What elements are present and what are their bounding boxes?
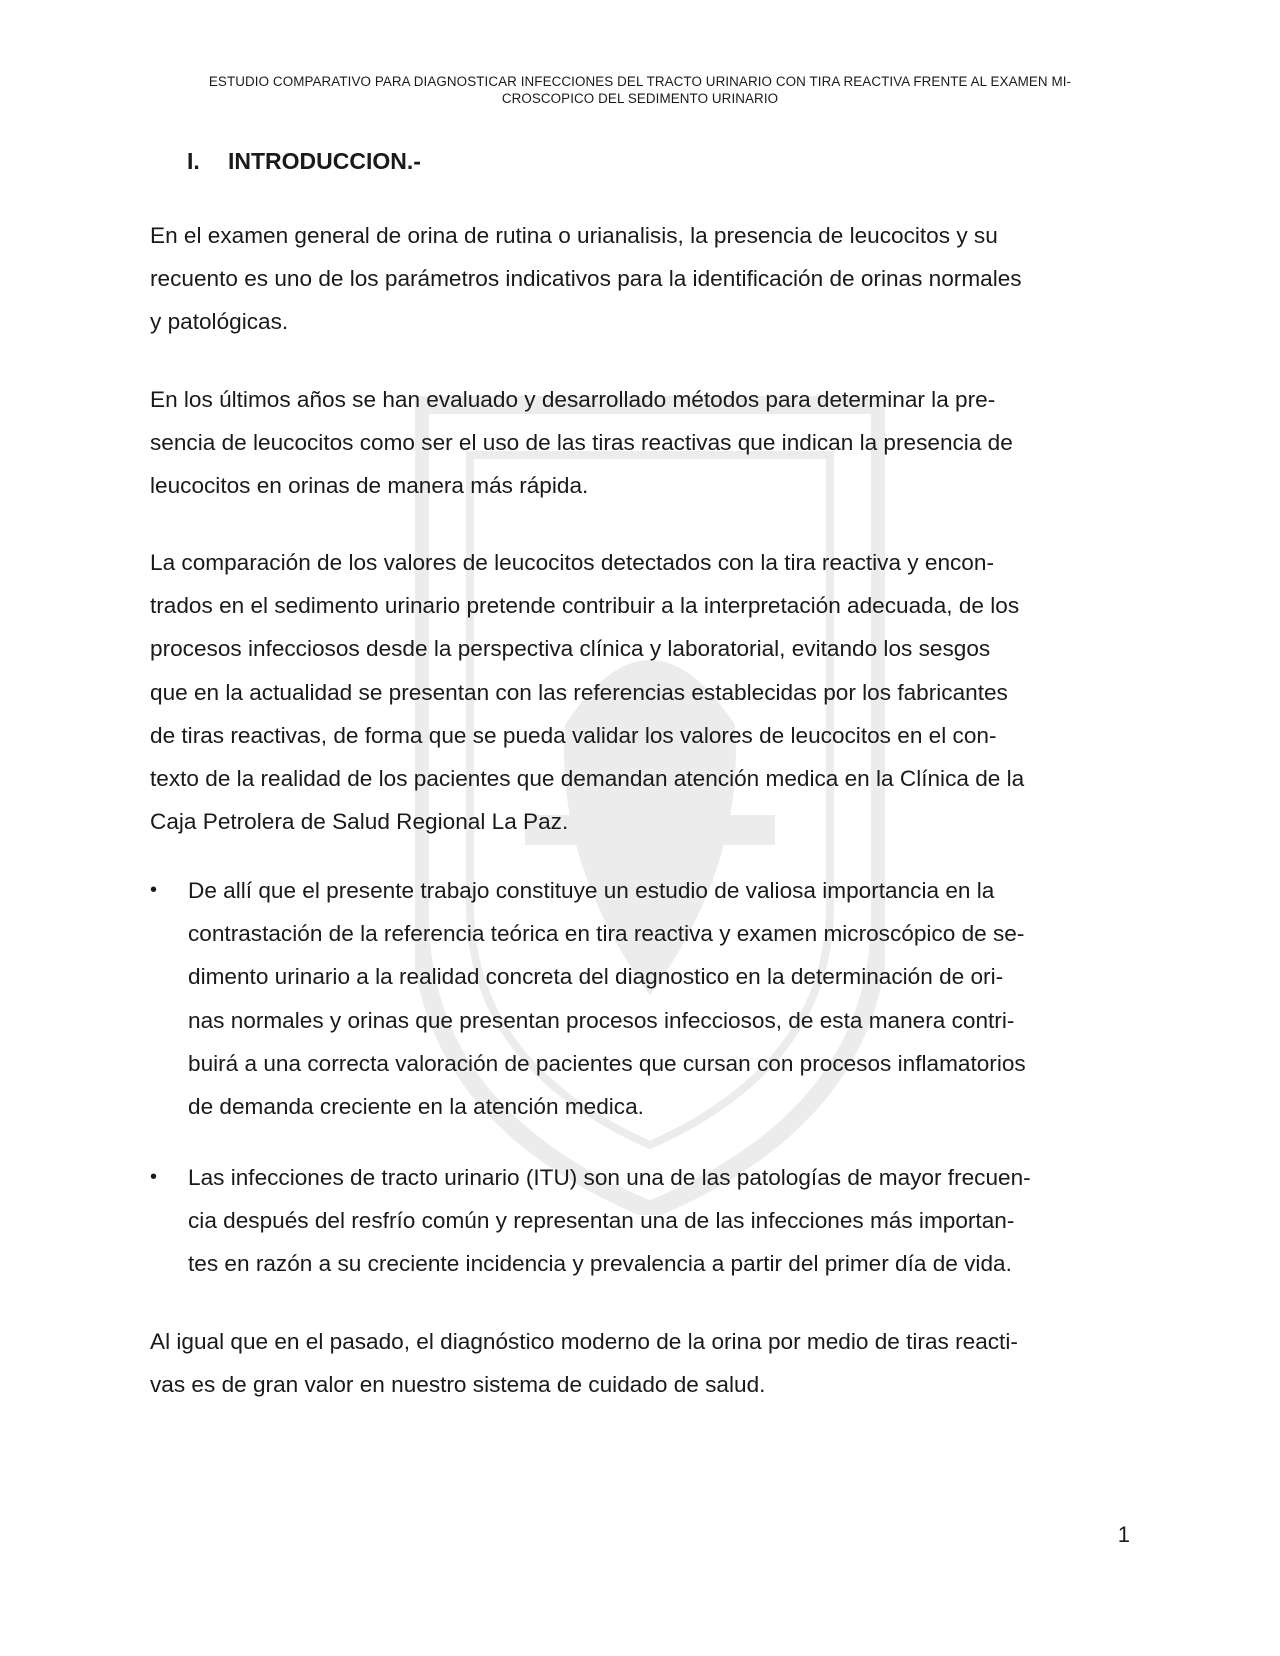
bullet-text-1: De allí que el presente trabajo constituye un estudio de valiosa importancia en la contrastación de la referencia teórica en tira reactiva y examen microscópico de se- dimento urinario a la realidad concreta del diagnostico en la determinación de ori- nas normales y orinas que presentan procesos infecciosos, de esta manera contri- buirá a una correcta valoración de pacientes que cursan con procesos inflamatorios de demanda creciente en la atención medica.	[188, 878, 1026, 1120]
page-number: 1	[1117, 1522, 1130, 1547]
bullet-text-2: Las infecciones de tracto urinario (ITU) son una de las patologías de mayor frecuen- cia después del resfrío común y representan una de las infecciones más importan- tes en razón a su creciente incidencia y prevalencia a partir del primer día de vida.	[188, 1165, 1031, 1277]
bullet-icon: •	[150, 1166, 158, 1188]
paragraph-1: En el examen general de orina de rutina o urianalisis, la presencia de leucocitos y su recuento es uno de los parámetros indicativos para la identificación de orinas normales y patológicas.	[150, 223, 1022, 335]
bullet-item-2	[150, 1156, 1125, 1286]
section-heading	[187, 146, 421, 176]
running-header	[150, 73, 1130, 107]
paragraph-3: La comparación de los valores de leucocitos detectados con la tira reactiva y encon- trados en el sedimento urinario pretende contribuir a la interpretación adecuada, de los procesos infecciosos desde la perspectiva clínica y laboratorial, evitando los sesgos que en la actualidad se presentan con las referencias establecidas por los fabricantes de tiras reactivas, de forma que se pueda validar los valores de leucocitos en el con- texto de la realidad de los pacientes que demandan atención medica en la Clínica de la Caja Petrolera de Salud Regional La Paz.	[150, 550, 1025, 835]
paragraph-2: En los últimos años se han evaluado y desarrollado métodos para determinar la pre- sencia de leucocitos como ser el uso de las tiras reactivas que indican la presencia de leucocitos en orinas de manera más rápida.	[150, 387, 1013, 499]
section-number: I.	[187, 148, 200, 174]
bullet-item-1	[150, 869, 1125, 1128]
section-title: INTRODUCCION.-	[228, 148, 421, 174]
closing-paragraph: Al igual que en el pasado, el diagnóstico moderno de la orina por medio de tiras reacti- vas es de gran valor en nuestro sistema de cuidado de salud.	[150, 1329, 1018, 1398]
bullet-icon: •	[150, 879, 158, 901]
running-header-line-2: CROSCOPICO DEL SEDIMENTO URINARIO	[501, 91, 779, 106]
running-header-line-1: ESTUDIO COMPARATIVO PARA DIAGNOSTICAR INFECCIONES DEL TRACTO URINARIO CON TIRA REACTIVA FRENTE AL EXAMEN MI-	[208, 74, 1072, 89]
